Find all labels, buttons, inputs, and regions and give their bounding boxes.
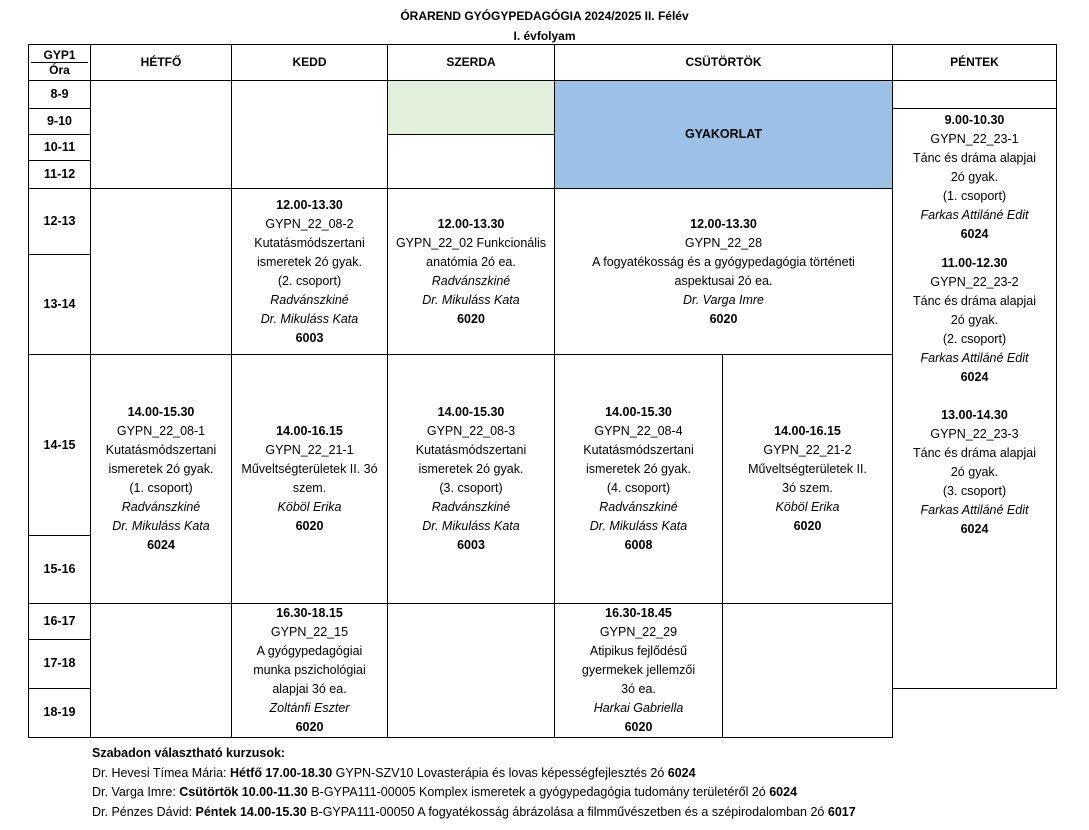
course-cell <box>555 604 723 738</box>
hour-cell: 13-14 <box>29 255 91 355</box>
course-group: (2. csoport) <box>277 273 342 288</box>
course-teacher: Radvánszkiné <box>270 292 349 307</box>
course-code: GYPN_22_15 <box>270 625 349 639</box>
day-header-csutortok: CSÜTÖRTÖK <box>555 45 893 81</box>
course-group: (4. csoport) <box>606 481 671 495</box>
course-title-line: 2ó gyak. <box>950 170 999 184</box>
empty-cell <box>232 81 388 189</box>
course-teacher: Radvánszkiné <box>121 500 201 514</box>
course-block <box>895 254 1054 387</box>
course-title-line: Atipikus fejlődésű <box>589 644 688 658</box>
course-teacher: Köböl Erika <box>775 500 840 514</box>
page-title: ÓRAREND GYÓGYPEDAGÓGIA 2024/2025 II. Félév <box>400 9 689 23</box>
course-title-line: Tánc és dráma alapjai <box>913 294 1036 308</box>
course-title-line: GYPN_22_02 Funkcionális <box>395 235 547 250</box>
course-time: 14.00-16.15 <box>276 424 343 438</box>
course-teacher: Köböl Erika <box>277 500 342 514</box>
course-room: 6024 <box>960 370 989 384</box>
course-title-line: szem. <box>292 481 327 495</box>
timetable <box>28 44 1057 738</box>
course-title-line: Tánc és dráma alapjai <box>913 446 1036 460</box>
day-header-hetfo: HÉTFŐ <box>91 45 232 81</box>
friday-column <box>893 109 1057 689</box>
course-title-line: Kutatásmódszertani <box>254 235 365 250</box>
course-group: (1. csoport) <box>942 189 1007 203</box>
hour-cell: 14-15 <box>29 355 91 536</box>
empty-cell <box>91 604 232 738</box>
course-code: GYPN_22_29 <box>599 625 678 639</box>
course-teacher: Dr. Varga Imre <box>682 292 765 307</box>
hour-cell: 16-17 <box>29 604 91 640</box>
empty-cell <box>388 604 555 738</box>
course-room: 6020 <box>457 311 485 326</box>
empty-cell <box>91 81 232 189</box>
course-title-line: Tánc és dráma alapjai <box>913 151 1036 165</box>
course-code: GYPN_22_08-1 <box>116 424 206 438</box>
course-title-line: 2ó gyak. <box>950 465 999 479</box>
hour-cell: 11-12 <box>29 161 91 189</box>
course-code: GYPN_22_21-2 <box>763 443 852 457</box>
hour-cell: 10-11 <box>29 135 91 161</box>
empty-cell <box>388 135 555 189</box>
course-title-line: munka pszichológiai <box>253 663 366 677</box>
course-teacher: Radvánszkiné <box>599 500 678 514</box>
course-title-line: 3ó szem. <box>782 481 833 495</box>
hour-column-label: Óra <box>31 62 88 77</box>
course-cell <box>232 355 388 604</box>
day-header-kedd: KEDD <box>232 45 388 81</box>
course-title-line: Kutatásmódszertani <box>583 443 694 457</box>
course-teacher: Dr. Mikuláss Kata <box>112 519 210 533</box>
course-teacher: Dr. Mikuláss Kata <box>422 292 520 307</box>
course-room: 6008 <box>624 538 653 552</box>
course-title-line: aspektusai 2ó ea. <box>674 273 773 288</box>
elective-heading: Szabadon választható kurzusok: <box>92 746 286 760</box>
course-teacher: Harkai Gabriella <box>593 701 684 715</box>
course-title-line: 2ó gyak. <box>950 313 999 327</box>
course-title-line: gyermekek jellemzői <box>581 663 696 677</box>
hour-cell: 17-18 <box>29 640 91 688</box>
course-code: GYPN_22_23-3 <box>930 427 1019 441</box>
course-title-line: Kutatásmódszertani <box>105 443 217 457</box>
course-time: 13.00-14.30 <box>941 408 1008 422</box>
group-label: GYP1 <box>43 48 76 62</box>
day-header-szerda: SZERDA <box>388 45 555 81</box>
course-group: (2. csoport) <box>942 332 1007 346</box>
course-code: GYPN_22_08-4 <box>594 424 683 438</box>
course-cell <box>555 189 893 355</box>
course-code: GYPN_22_23-1 <box>930 132 1019 146</box>
course-group: (3. csoport) <box>942 484 1007 498</box>
course-room: 6020 <box>624 720 653 734</box>
course-time: 14.00-15.30 <box>127 405 195 419</box>
course-time: 14.00-15.30 <box>605 405 672 419</box>
course-title-line: A gyógypedagógiai <box>256 644 363 658</box>
hour-cell: 12-13 <box>29 189 91 255</box>
course-cell <box>723 355 893 604</box>
course-title-line: alapjai 3ó ea. <box>272 682 347 696</box>
course-time: 12.00-13.30 <box>437 216 505 231</box>
course-room: 6020 <box>295 720 324 734</box>
course-time: 12.00-13.30 <box>690 216 757 231</box>
course-room: 6020 <box>295 519 324 533</box>
hour-cell: 15-16 <box>29 536 91 604</box>
course-group: (3. csoport) <box>439 481 503 495</box>
course-title-line: anatómia 2ó ea. <box>426 254 516 269</box>
course-teacher: Radvánszkiné <box>431 500 511 514</box>
course-cell <box>388 355 555 604</box>
course-room: 6020 <box>709 311 738 326</box>
course-group: (1. csoport) <box>129 481 193 495</box>
course-room: 6024 <box>960 227 989 241</box>
course-time: 9.00-10.30 <box>944 113 1005 127</box>
course-title-line: ismeretek 2ó gyak. <box>257 254 362 269</box>
day-header-pentek: PÉNTEK <box>893 45 1057 81</box>
page-subtitle: I. évfolyam <box>513 29 576 43</box>
elective-courses <box>92 744 856 822</box>
course-title-line: A fogyatékosság és a gyógypedagógia történeti <box>592 254 855 269</box>
elective-line: Dr. Pénzes Dávid: Péntek 14.00-15.30 B-GYPA111-00050 A fogyatékosság ábrázolása a filmművészetben és a szépirodalomban 2ó 6017 <box>92 804 856 819</box>
course-block <box>895 406 1054 539</box>
course-time: 16.30-18.15 <box>276 606 343 620</box>
course-time: 11.00-12.30 <box>941 256 1008 270</box>
course-room: 6024 <box>147 538 175 552</box>
course-title-line: Műveltségterületek II. 3ó <box>241 462 378 476</box>
hour-cell: 9-10 <box>29 109 91 135</box>
corner-cell <box>29 45 91 81</box>
hour-cell: 18-19 <box>29 688 91 737</box>
course-room: 6024 <box>960 522 989 536</box>
empty-cell <box>723 604 893 738</box>
empty-cell <box>893 81 1057 109</box>
course-room: 6003 <box>457 538 485 552</box>
course-title-line: ismeretek 2ó gyak. <box>108 462 214 476</box>
course-cell <box>555 355 723 604</box>
course-cell <box>388 189 555 355</box>
course-teacher: Farkas Attiláné Edit <box>920 208 1029 222</box>
course-room: 6003 <box>295 330 324 345</box>
course-time: 14.00-16.15 <box>774 424 841 438</box>
course-teacher: Farkas Attiláné Edit <box>920 503 1029 517</box>
course-teacher: Dr. Mikuláss Kata <box>260 311 359 326</box>
elective-line: Dr. Hevesi Tímea Mária: Hétfő 17.00-18.30 GYPN-SZV10 Lovasterápia és lovas képességfejlesztés 2ó 6024 <box>92 765 696 780</box>
hour-cell: 8-9 <box>29 81 91 109</box>
course-teacher: Dr. Mikuláss Kata <box>589 519 688 533</box>
course-time: 14.00-15.30 <box>437 405 505 419</box>
course-teacher: Radvánszkiné <box>431 273 511 288</box>
course-teacher: Zoltánfi Eszter <box>269 701 350 715</box>
course-time: 16.30-18.45 <box>605 606 672 620</box>
gyakorlat-block: GYAKORLAT <box>555 81 893 189</box>
course-code: GYPN_22_23-2 <box>930 275 1019 289</box>
course-teacher: Dr. Mikuláss Kata <box>422 519 520 533</box>
course-room: 6020 <box>793 519 822 533</box>
course-title-line: ismeretek 2ó gyak. <box>586 462 691 476</box>
elective-line: Dr. Varga Imre: Csütörtök 10.00-11.30 B-GYPA111-00005 Komplex ismeretek a gyógypedagógia tudomány területéről 2ó 6024 <box>92 785 798 799</box>
course-title-line: 3ó ea. <box>621 682 656 696</box>
course-block <box>895 111 1054 244</box>
empty-cell <box>91 189 232 355</box>
course-cell <box>232 189 388 355</box>
highlighted-empty-cell <box>388 81 555 135</box>
course-teacher: Farkas Attiláné Edit <box>920 351 1029 365</box>
course-code: GYPN_22_21-1 <box>265 443 354 457</box>
course-code: GYPN_22_08-2 <box>265 216 354 231</box>
course-code: GYPN_22_08-3 <box>426 424 516 438</box>
course-title-line: ismeretek 2ó gyak. <box>418 462 524 476</box>
course-cell <box>232 604 388 738</box>
course-title-line: Műveltségterületek II. <box>748 462 867 476</box>
course-title-line: Kutatásmódszertani <box>415 443 527 457</box>
course-cell <box>91 355 232 604</box>
course-code: GYPN_22_28 <box>684 235 763 250</box>
course-time: 12.00-13.30 <box>276 197 343 212</box>
